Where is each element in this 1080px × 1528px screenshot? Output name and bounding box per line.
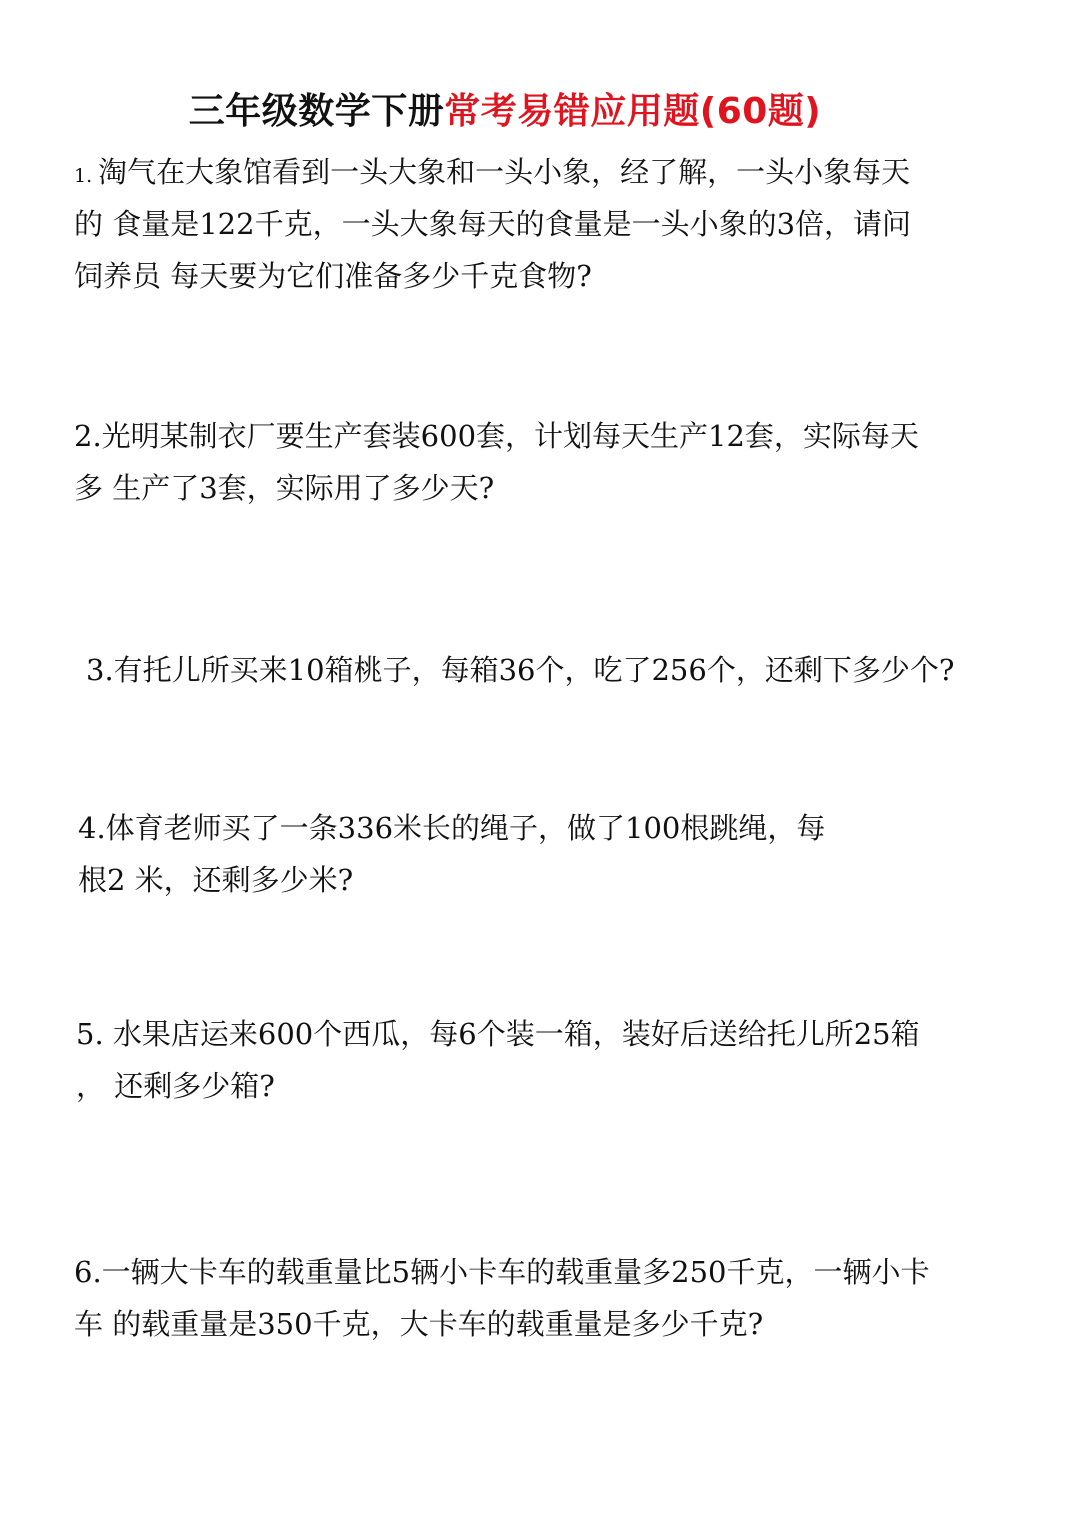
question-6: [74, 1246, 929, 1350]
question-6-line-1: 6.一辆大卡车的载重量比5辆小卡车的载重量多250千克，一辆小卡: [74, 1255, 930, 1289]
question-2-line-1: 2.光明某制衣厂要生产套装600套，计划每天生产12套，实际每天: [74, 419, 919, 453]
question-2-line-2: 多 生产了3套，实际用了多少天?: [74, 471, 495, 505]
question-5-line-1: 5. 水果店运来600个西瓜，每6个装一箱，装好后送给托儿所25箱: [76, 1017, 920, 1051]
title-prefix: 三年级数学下册: [188, 91, 445, 132]
question-6-line-2: 车 的载重量是350千克，大卡车的载重量是多少千克?: [74, 1307, 764, 1341]
question-1-number: 1.: [74, 165, 93, 187]
question-5-line-2: ， 还剩多少箱?: [76, 1069, 275, 1103]
question-2: [74, 410, 919, 514]
question-4-line-1: 4.体育老师买了一条336米长的绳子，做了100根跳绳，每: [78, 811, 826, 845]
question-4: [78, 802, 825, 906]
question-1: [74, 146, 911, 302]
question-1-line-2: 的 食量是122千克，一头大象每天的食量是一头小象的3倍，请问: [74, 207, 912, 241]
question-5: [76, 1008, 920, 1112]
title-accent: 常考易错应用题(60题): [444, 91, 822, 132]
question-1-line-3: 饲养员 每天要为它们准备多少千克食物?: [74, 259, 592, 293]
question-4-line-2: 根2 米，还剩多少米?: [78, 863, 354, 897]
question-1-line-1: 1. 淘气在大象馆看到一头大象和一头小象，经了解，一头小象每天: [74, 155, 911, 189]
question-3: [86, 644, 954, 696]
question-3-line-1: 3.有托儿所买来10箱桃子，每箱36个，吃了256个，还剩下多少个?: [86, 653, 955, 687]
page-title: [0, 88, 1010, 136]
